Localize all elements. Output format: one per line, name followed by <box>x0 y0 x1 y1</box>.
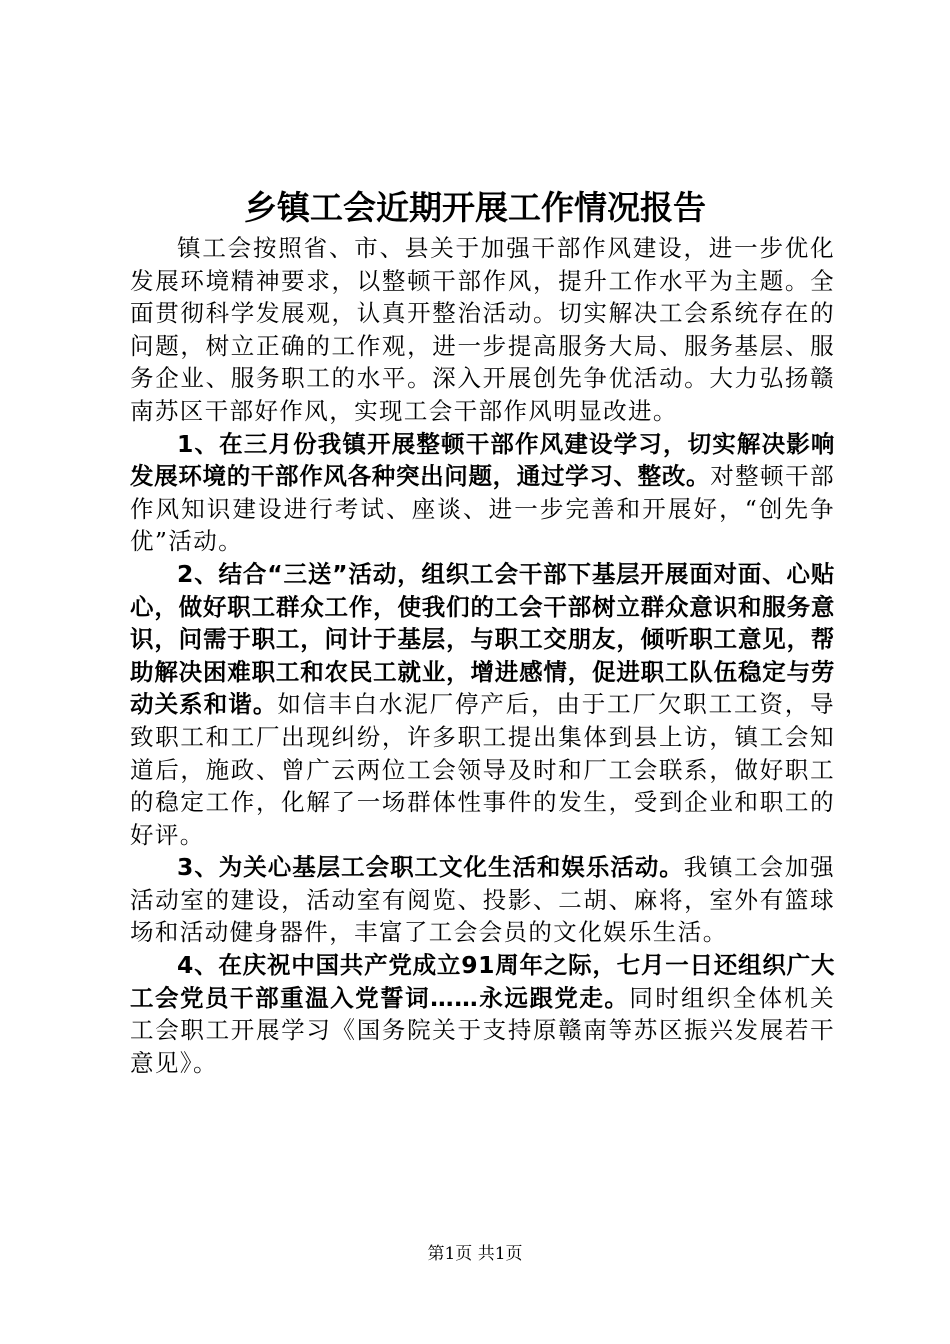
item-2-text: 如信丰白水泥厂停产后，由于工厂欠职工工资，导致职工和工厂出现纠纷，许多职工提出集体到县上访，镇工会知道后，施政、曾广云两位工会领导及时和厂工会联系，做好职工的稳定工作，化解了一场群体性事件的发生，受到企业和职工的好评。 <box>130 690 835 849</box>
document-body <box>130 232 835 1079</box>
item-3-lead: 3、为关心基层工会职工文化生活和娱乐活动。 <box>177 853 684 882</box>
item-3-text: 我镇工会加强活动室的建设，活动室有阅览、投影、二胡、麻将，室外有篮球场和活动健身器件，丰富了工会会员的文化娱乐生活。 <box>130 853 836 947</box>
item-2-lead: 2、结合“三送”活动，组织工会干部下基层开展面对面、心贴心，做好职工群众工作，使我们的工会干部树立群众意识和服务意识，问需于职工，问计于基层，与职工交朋友，倾听职工意见，帮助解决困难职工和农民工就业，增进感情，促进职工队伍稳定与劳动关系和谐。 <box>130 559 835 719</box>
item-paragraph-1 <box>130 428 835 558</box>
item-4-lead: 4、在庆祝中国共产党成立91周年之际，七月一日还组织广大工会党员干部重温入党誓词……永远跟党走。 <box>130 951 835 1012</box>
item-4-text: 同时组织全体机关工会职工开展学习《国务院关于支持原赣南等苏区振兴发展若干意见》。 <box>130 983 835 1077</box>
item-paragraph-3 <box>130 851 835 949</box>
page-footer: 第1页 共1页 <box>427 1244 523 1264</box>
item-paragraph-2 <box>130 558 835 851</box>
document-title: 乡镇工会近期开展工作情况报告 <box>244 188 706 227</box>
item-1-lead: 1、在三月份我镇开展整顿干部作风建设学习，切实解决影响发展环境的干部作风各种突出问题，通过学习、整改。 <box>130 429 835 491</box>
item-paragraph-4 <box>130 949 835 1079</box>
intro-paragraph: 镇工会按照省、市、县关于加强干部作风建设，进一步优化发展环境精神要求，以整顿干部作风，提升工作水平为主题。全面贯彻科学发展观，认真开整治活动。切实解决工会系统存在的问题，树立正确的工作观，进一步提高服务大局、服务基层、服务企业、服务职工的水平。深入开展创先争优活动。大力弘扬赣南苏区干部好作风，实现工会干部作风明显改进。 <box>130 234 835 425</box>
item-1-text: 对整顿干部作风知识建设进行考试、座谈、进一步完善和开展好，“创先争优”活动。 <box>130 462 836 556</box>
